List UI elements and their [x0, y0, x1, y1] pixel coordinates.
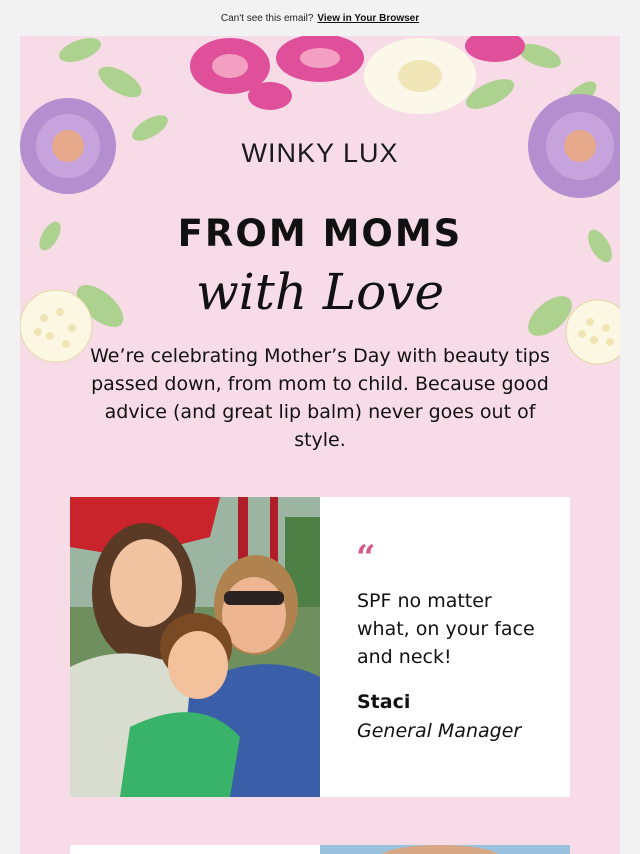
- quote-icon: “: [356, 538, 376, 578]
- view-in-browser-link[interactable]: View in Your Browser: [317, 12, 420, 24]
- hero-script-title: with Love: [195, 263, 445, 321]
- hero-headline: FROM MOMS: [177, 212, 463, 255]
- testimonial-name: Staci: [357, 691, 411, 713]
- email-card: [20, 36, 620, 854]
- next-testimonial-card: [70, 845, 570, 854]
- hero-intro: We’re celebrating Mother’s Day with beauty tips passed down, from mom to child. Because good advice (and great lip balm) never goes out of style.: [90, 345, 550, 451]
- brand-logo[interactable]: WINKY LUX: [241, 138, 399, 168]
- testimonial-card: [70, 497, 570, 797]
- next-photo-illustration: [320, 845, 570, 854]
- testimonial-quote: SPF no matter what, on your face and neck!: [357, 590, 535, 668]
- preheader: [0, 0, 640, 36]
- photo-illustration: [70, 497, 320, 797]
- preheader-text: Can't see this email?: [220, 12, 314, 24]
- testimonial-role: General Manager: [357, 720, 522, 742]
- next-card-photo: [320, 845, 570, 854]
- quote-panel: [320, 497, 570, 797]
- family-photo: [70, 497, 320, 797]
- next-card-panel: [70, 845, 320, 854]
